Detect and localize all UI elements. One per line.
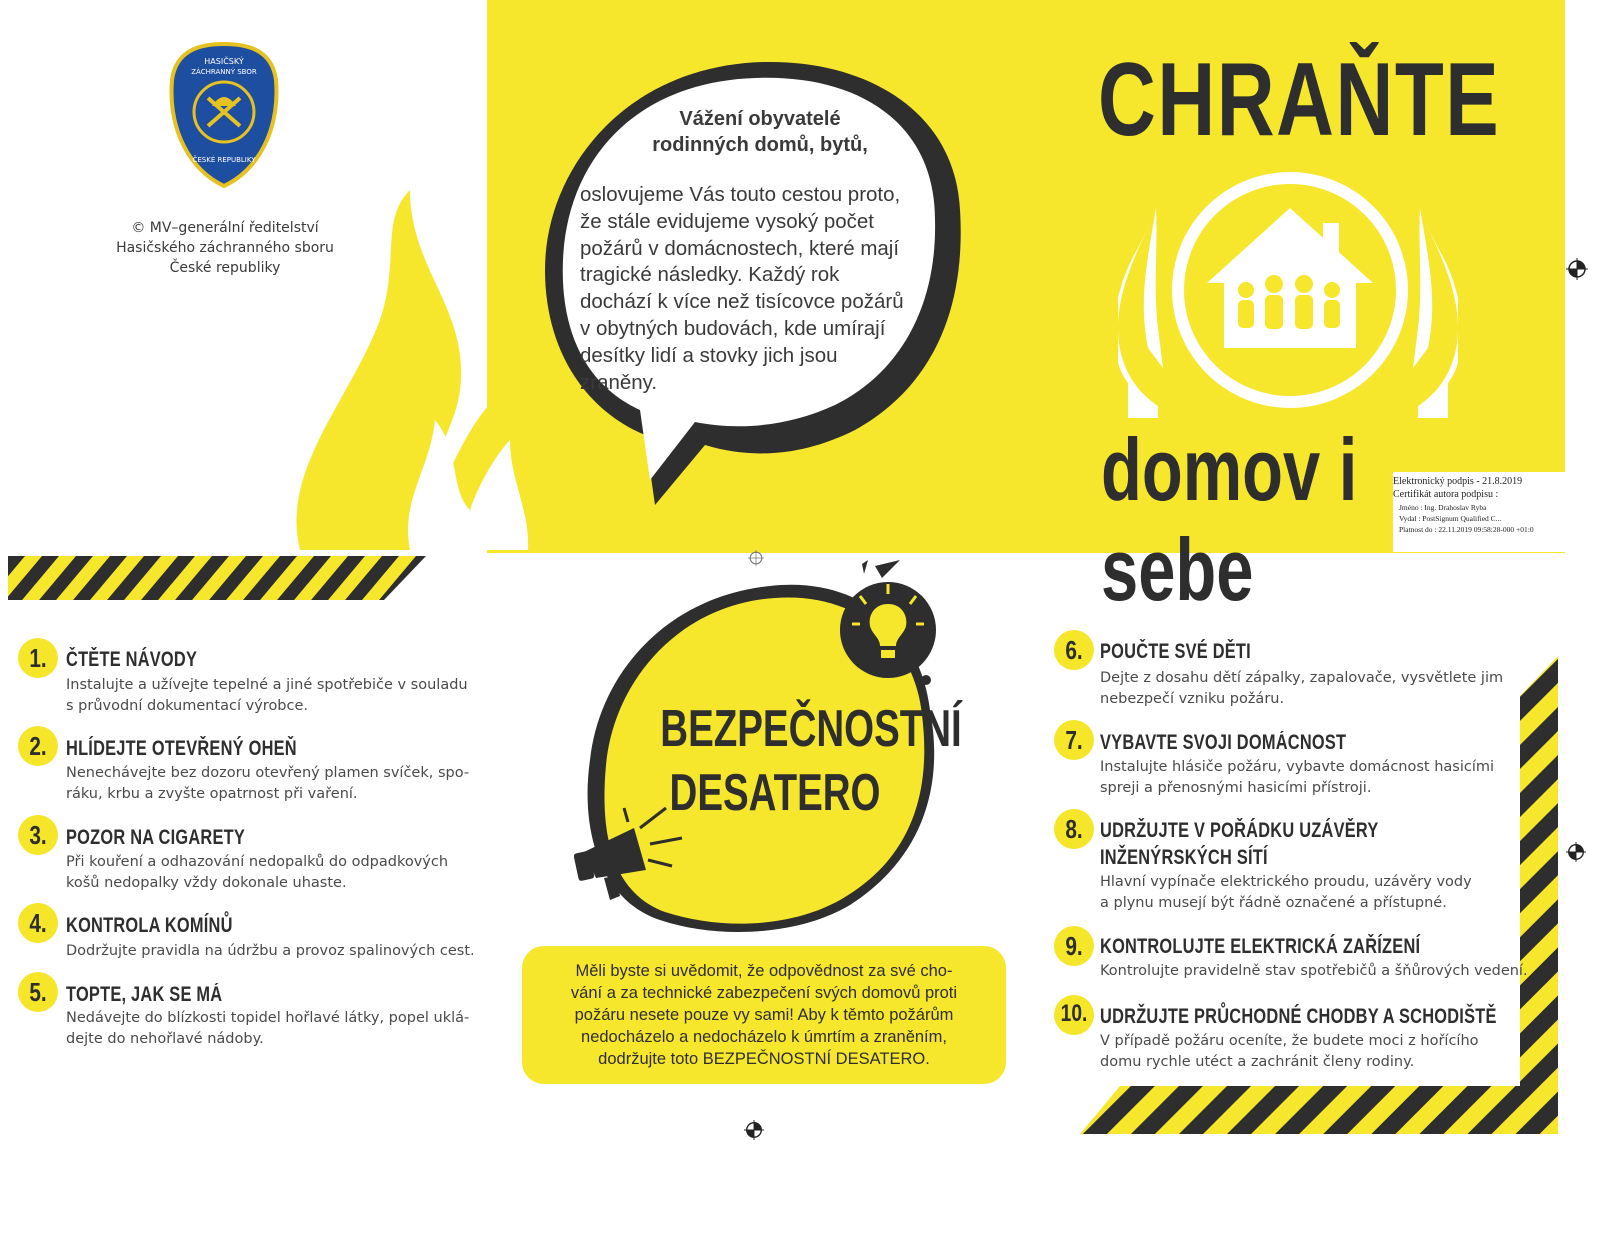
item-title: HLÍDEJTE OTEVŘENÝ OHEŇ: [66, 737, 297, 760]
bubble-body-text: oslovujeme Vás touto cestou proto, že stále evidujeme vysoký počet požárů v domácnostech, které mají tragické následky. Každý rok dochází k více než tisícovce požárů v obytných budovách, kde umírají desítky lidí a stovky jich jsou zraněny.: [580, 183, 904, 394]
item-number: 8.: [1065, 814, 1083, 844]
item-text: Nedávejte do blízkosti topidel hořlavé látky, popel uklá- dejte do nehořlavé nádoby.: [66, 1010, 470, 1047]
item-number-badge: [1054, 926, 1094, 966]
copyright-line-1: © MV–generální ředitelství: [131, 220, 319, 236]
item-text: Nenechávejte bez dozoru otevřený plamen svíček, spo- ráku, krbu a zvyšte opatrnost při vaření.: [66, 765, 470, 802]
item-text: Při kouření a odhazování nedopalků do odpadkových košů nedopalky vždy dokonale uhaste.: [66, 854, 449, 891]
item-title: ČTĚTE NÁVODY: [66, 648, 198, 671]
item-number-badge: [1054, 630, 1094, 670]
greeting-line-2: rodinných domů, bytů,: [652, 134, 868, 156]
item-title: TOPTE, JAK SE MÁ: [66, 983, 223, 1006]
signature-stamp: [1393, 472, 1568, 552]
item-title: KONTROLA KOMÍNŮ: [66, 914, 233, 937]
item-number: 1.: [29, 643, 47, 673]
registration-mark-icon: [744, 1120, 764, 1140]
item-number-badge: [18, 726, 58, 766]
registration-mark-icon: [1566, 258, 1588, 280]
item-number: 10.: [1060, 1000, 1088, 1027]
stamp-line-5: Platnost do : 22.11.2019 09:58:28-000 +01:0: [1399, 525, 1534, 534]
item-title: UDRŽUJTE V POŘÁDKU UZÁVĚRY INŽENÝRSKÝCH SÍTÍ: [1100, 819, 1379, 869]
copyright-line-2: Hasičského záchranného sboru: [116, 240, 334, 256]
item-number-badge: [18, 972, 58, 1012]
item-title: KONTROLUJTE ELEKTRICKÁ ZAŘÍZENÍ: [1100, 935, 1421, 958]
item-number-badge: [18, 903, 58, 943]
item-number: 7.: [1065, 725, 1083, 755]
stamp-line-4: Vydal : PostSignum Qualified C...: [1399, 514, 1502, 523]
item-text: Hlavní vypínače elektrického proudu, uzávěry vody a plynu musejí být řádně označené a přístupné.: [1100, 874, 1472, 911]
desatero-title-line-2: DESATERO: [669, 764, 881, 822]
item-number: 6.: [1065, 635, 1083, 665]
bubble-greeting: [640, 106, 880, 158]
cover-title: CHRAŇTE: [1098, 42, 1501, 158]
item-number: 2.: [29, 731, 47, 761]
responsibility-note-text: Měli byste si uvědomit, že odpovědnost za své cho- vání a za technické zabezpečení svých domovů proti požáru nesete pouze vy sami! Aby k těmto požárům nedocházelo a nedocházelo k úmrtím a zraněním, dodržujte toto BEZPEČNOSTNÍ DESATERO.: [570, 962, 958, 1068]
item-number-badge: [1054, 995, 1094, 1035]
cover-subtitle: domov i sebe: [1101, 420, 1358, 619]
desatero-title-line-1: BEZPEČNOSTNÍ: [660, 700, 962, 758]
item-title: POUČTE SVÉ DĚTI: [1100, 640, 1251, 663]
hazard-stripe-top: [8, 556, 426, 600]
item-number-badge: [18, 815, 58, 855]
registration-mark-icon: [748, 550, 764, 566]
svg-text:ČESKÉ REPUBLIKY: ČESKÉ REPUBLIKY: [192, 156, 256, 164]
item-number: 9.: [1065, 931, 1083, 961]
stamp-line-2: Certifikát autora podpisu :: [1393, 489, 1499, 500]
item-text: Dodržujte pravidla na údržbu a provoz spalinových cest.: [66, 943, 475, 959]
item-title: POZOR NA CIGARETY: [66, 826, 246, 849]
item-text: Instalujte a užívejte tepelné a jiné spotřebiče v souladu s průvodní dokumentací výrobce.: [66, 677, 468, 714]
item-number-badge: [1054, 720, 1094, 760]
item-text: Kontrolujte pravidelně stav spotřebičů a šňůrových vedení.: [1100, 963, 1528, 979]
fire-rescue-logo: [168, 40, 280, 190]
copyright-line-3: České republiky: [169, 260, 281, 276]
item-text: Dejte z dosahu dětí zápalky, zapalovače, vysvětlete jim nebezpečí vzniku požáru.: [1100, 670, 1504, 707]
greeting-line-1: Vážení obyvatelé: [679, 108, 841, 130]
item-title: UDRŽUJTE PRŮCHODNÉ CHODBY A SCHODIŠTĚ: [1100, 1005, 1497, 1028]
item-number: 4.: [29, 908, 47, 938]
item-title: VYBAVTE SVOJI DOMÁCNOST: [1100, 731, 1347, 754]
registration-mark-icon: [1566, 842, 1586, 862]
item-text: V případě požáru oceníte, že budete moci z hořícího domu rychle utéct a zachránit členy rodiny.: [1100, 1033, 1479, 1070]
svg-text:HASIČSKÝ: HASIČSKÝ: [204, 57, 244, 66]
copyright-text: [100, 218, 350, 278]
house-family-hands-icon: [1118, 168, 1458, 428]
svg-text:ZÁCHRANNÝ SBOR: ZÁCHRANNÝ SBOR: [191, 68, 257, 76]
item-number-badge: [1054, 809, 1094, 849]
item-number-badge: [18, 638, 58, 678]
item-number: 3.: [29, 820, 47, 850]
item-text: Instalujte hlásiče požáru, vybavte domácnost hasicími spreji a přenosnými hasicími přístroji.: [1100, 759, 1495, 796]
responsibility-note: [522, 946, 1006, 1084]
desatero-title: [620, 698, 962, 826]
stamp-line-1: Elektronický podpis - 21.8.2019: [1393, 476, 1523, 487]
stamp-line-3: Jméno : Ing. Drahoslav Ryba: [1399, 503, 1487, 512]
item-number: 5.: [29, 977, 47, 1007]
